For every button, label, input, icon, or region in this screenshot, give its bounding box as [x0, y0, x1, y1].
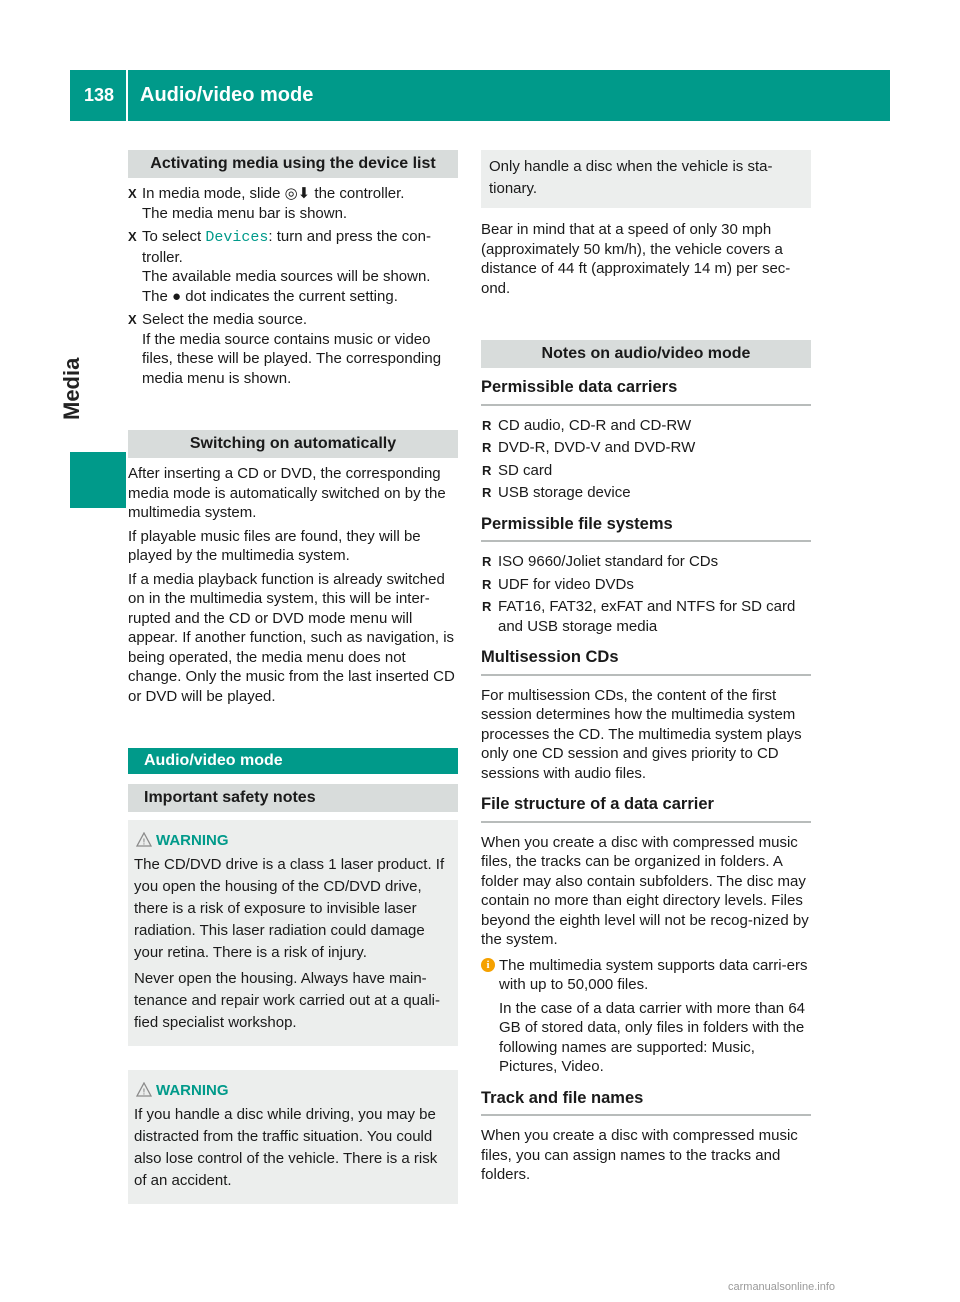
- step-1-result: The media menu bar is shown.: [142, 204, 348, 222]
- list-item: R FAT16, FAT32, exFAT and NTFS for SD card and USB storage media: [482, 598, 796, 635]
- filesystems-list: [481, 552, 811, 636]
- list-item: R UDF for video DVDs: [482, 575, 634, 593]
- paragraph: If playable music files are found, they will be played by the multimedia system.: [128, 527, 421, 564]
- step-2-result: The available media sources will be shown.: [142, 268, 431, 285]
- paragraph: Bear in mind that at a speed of only 30 mph (approximately 50 km/h), the vehicle covers a distance of 44 ft (approximately 14 m) per sec-ond.: [481, 221, 791, 297]
- step-arrow-icon: X: [128, 229, 137, 244]
- page-number: 138: [70, 70, 126, 121]
- list-item: R ISO 9660/Joliet standard for CDs: [482, 553, 719, 570]
- list-item: R USB storage device: [482, 484, 631, 501]
- page-title: Audio/video mode: [128, 70, 890, 121]
- svg-text:!: !: [142, 837, 146, 847]
- warning-box: ! WARNING If you handle a disc while driving, you may be distracted from the traffic situation. You could also lose control of the vehicle. There is a risk of an accident.: [128, 1070, 458, 1204]
- paragraph: After inserting a CD or DVD, the corresponding media mode is automatically switched on by the multimedia system.: [128, 465, 446, 521]
- warning-triangle-icon: [136, 1082, 152, 1098]
- warning-triangle-icon: [136, 832, 152, 848]
- paragraph: When you create a disc with compressed music files, the tracks can be organized in folders. A folder may also contain subfolders. The disc may contain no more than eight directory levels. Files beyond the eighth level will not be recog-nized by the system.: [481, 833, 809, 948]
- controller-slide-icon: ◎⬇: [284, 185, 311, 202]
- info-icon: i: [481, 958, 495, 972]
- bullet-icon: R: [482, 599, 492, 614]
- bullet-icon: R: [482, 576, 492, 592]
- devices-menu-item: Devices: [205, 229, 269, 246]
- bullet-icon: R: [482, 554, 492, 569]
- step-3-result: If the media source contains music or video files, these will be played. The corresponding media menu is shown.: [142, 330, 442, 387]
- subheading-structure: File structure of a data carrier: [481, 795, 811, 823]
- section-heading-switching: Switching on automatically: [128, 430, 458, 458]
- bullet-icon: R: [482, 417, 492, 433]
- subheading-carriers: Permissible data carriers: [481, 378, 811, 406]
- paragraph: For multisession CDs, the content of the first session determines how the multimedia system processes the CD. The multimedia system plays only one CD session and gives priority to CD sessions with audio files.: [481, 686, 802, 782]
- watermark: carmanualsonline.info: [728, 1281, 836, 1293]
- list-item: R SD card: [482, 461, 553, 479]
- list-item: R DVD-R, DVD-V and DVD-RW: [482, 439, 696, 456]
- warning-box: ! WARNING The CD/DVD drive is a class 1 laser product. If you open the housing of the CD/DVD drive, there is a risk of exposure to invisible laser radiation. This laser radiation could damage your retina. There is a risk of injury. Never open the housing. Always have main-tenance and repair work carried out at a quali-fied specialist workshop.: [128, 820, 458, 1046]
- list-item: R CD audio, CD-R and CD-RW: [482, 416, 692, 434]
- paragraph: When you create a disc with compressed music files, you can assign names to the tracks and folders.: [481, 1127, 798, 1183]
- page-header: [0, 70, 890, 121]
- svg-text:!: !: [142, 1087, 146, 1097]
- subheading-tracks: Track and file names: [481, 1089, 811, 1117]
- step-3: X Select the media source. If the media source contains music or video files, these will be played. The corresponding media menu is shown.: [128, 310, 458, 388]
- warning-title: ! WARNING: [134, 1080, 452, 1102]
- carriers-list: [481, 416, 811, 503]
- subheading-filesystems: Permissible file systems: [481, 515, 811, 543]
- step-1: X In media mode, slide ◎⬇ the controller. The media menu bar is shown.: [128, 184, 458, 223]
- subheading-multisession: Multisession CDs: [481, 648, 811, 676]
- section-heading-activating: Activating media using the device list: [128, 150, 458, 178]
- step-arrow-icon: X: [128, 312, 137, 327]
- warning-title: ! WARNING: [134, 830, 452, 852]
- info-note: i The multimedia system supports data carri-ers with up to 50,000 files. In the case of a data carrier with more than 64 GB of stored data, only files in folders with the following names are supported: Music, Pictures, Video.: [481, 956, 811, 1077]
- left-column: [128, 150, 458, 1204]
- right-column: [481, 150, 811, 1185]
- bullet-icon: R: [482, 440, 492, 455]
- side-tab-label: Media: [59, 357, 84, 420]
- note-box: Only handle a disc when the vehicle is sta-tionary.: [481, 150, 811, 208]
- step-arrow-icon: X: [128, 186, 137, 201]
- dot-icon: ●: [172, 287, 182, 305]
- bullet-icon: R: [482, 462, 492, 478]
- bullet-icon: R: [482, 485, 492, 500]
- section-heading-av-mode: Audio/video mode: [128, 748, 458, 774]
- section-heading-notes: Notes on audio/video mode: [481, 340, 811, 368]
- section-heading-safety: Important safety notes: [128, 784, 458, 812]
- side-tab-marker: [70, 452, 126, 508]
- paragraph: If a media playback function is already switched on in the multimedia system, this will be inter-rupted and the CD or DVD mode menu will appear. If another function, such as navigation, is being operated, the media menu does not change. Only the music from the last inserted CD or DVD will be played.: [128, 570, 455, 705]
- step-2: X To select Devices: turn and press the con-troller. The available media sources will be shown. The ● dot indicates the current setting.: [128, 227, 458, 306]
